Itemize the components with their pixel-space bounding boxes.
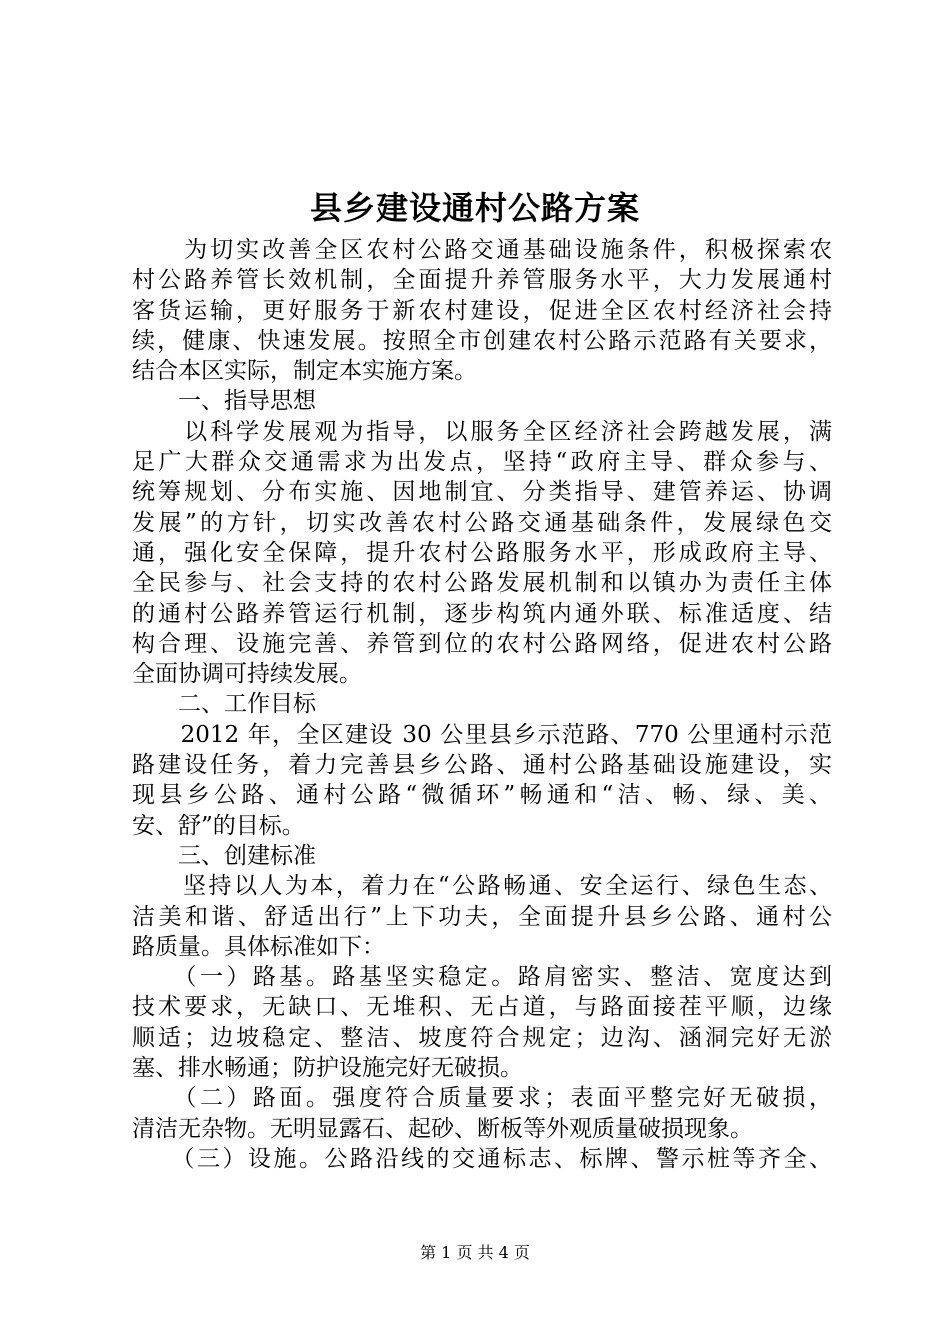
text-line: 三、创建标准 <box>132 842 316 869</box>
page-title: 县乡建设通村公路方案 <box>309 189 640 227</box>
text-line: 顺适；边坡稳定、整洁、坡度符合规定；边沟、涵洞完好无淤 <box>132 1024 832 1051</box>
page-footer: 第 1 页 共 4 页 <box>420 1243 530 1262</box>
text-line: 发展”的方针，切实改善农村公路交通基础条件，发展绿色交 <box>132 509 832 536</box>
text-line: 构合理、设施完善、养管到位的农村公路网络，促进农村公路 <box>132 630 832 657</box>
text-line: 2012 年，全区建设 30 公里县乡示范路、770 公里通村示范 <box>132 721 832 748</box>
text-line: 清洁无杂物。无明显露石、起砂、断板等外观质量破损现象。 <box>132 1115 753 1142</box>
text-line: 的通村公路养管运行机制，逐步构筑内通外联、标准适度、结 <box>132 600 832 627</box>
text-line: 路建设任务，着力完善县乡公路、通村公路基础设施建设，实 <box>132 752 832 779</box>
text-line: （一）路基。路基坚实稳定。路肩密实、整洁、宽度达到 <box>132 964 832 991</box>
text-line: 通，强化安全保障，提升农村公路服务水平，形成政府主导、 <box>132 539 832 566</box>
text-line: 一、指导思想 <box>132 388 316 415</box>
text-line: 全面协调可持续发展。 <box>132 661 362 688</box>
text-line: 技术要求，无缺口、无堆积、无占道，与路面接茬平顺，边缘 <box>132 994 832 1021</box>
text-line: 统筹规划、分布实施、因地制宜、分类指导、建管养运、协调 <box>132 479 832 506</box>
text-line: 客货运输，更好服务于新农村建设，促进全区农村经济社会持 <box>132 297 832 324</box>
text-line: 安、舒”的目标。 <box>132 812 305 839</box>
text-line: 以科学发展观为指导，以服务全区经济社会跨越发展，满 <box>132 418 832 445</box>
text-line: 洁美和谐、舒适出行”上下功夫，全面提升县乡公路、通村公 <box>132 903 832 930</box>
text-line: 为切实改善全区农村公路交通基础设施条件，积极探索农 <box>132 237 832 263</box>
text-line: 续，健康、快速发展。按照全市创建农村公路示范路有关要求， <box>132 327 832 354</box>
text-line: 塞、排水畅通；防护设施完好无破损。 <box>132 1055 523 1082</box>
text-line: 村公路养管长效机制，全面提升养管服务水平，大力发展通村 <box>132 267 832 294</box>
text-line: （三）设施。公路沿线的交通标志、标牌、警示桩等齐全、 <box>132 1145 832 1172</box>
text-line: 结合本区实际，制定本实施方案。 <box>132 358 477 385</box>
text-line: （二）路面。强度符合质量要求；表面平整完好无破损， <box>132 1085 832 1112</box>
body-text <box>132 235 832 1174</box>
text-line: 现县乡公路、通村公路“微循环”畅通和“洁、畅、绿、美、 <box>132 782 832 809</box>
text-line: 全民参与、社会支持的农村公路发展机制和以镇办为责任主体 <box>132 570 832 597</box>
text-line: 坚持以人为本，着力在“公路畅通、安全运行、绿色生态、 <box>132 873 832 900</box>
text-line: 二、工作目标 <box>132 691 316 718</box>
text-line: 路质量。具体标准如下： <box>132 933 385 960</box>
text-line: 足广大群众交通需求为出发点，坚持“政府主导、群众参与、 <box>132 449 832 476</box>
